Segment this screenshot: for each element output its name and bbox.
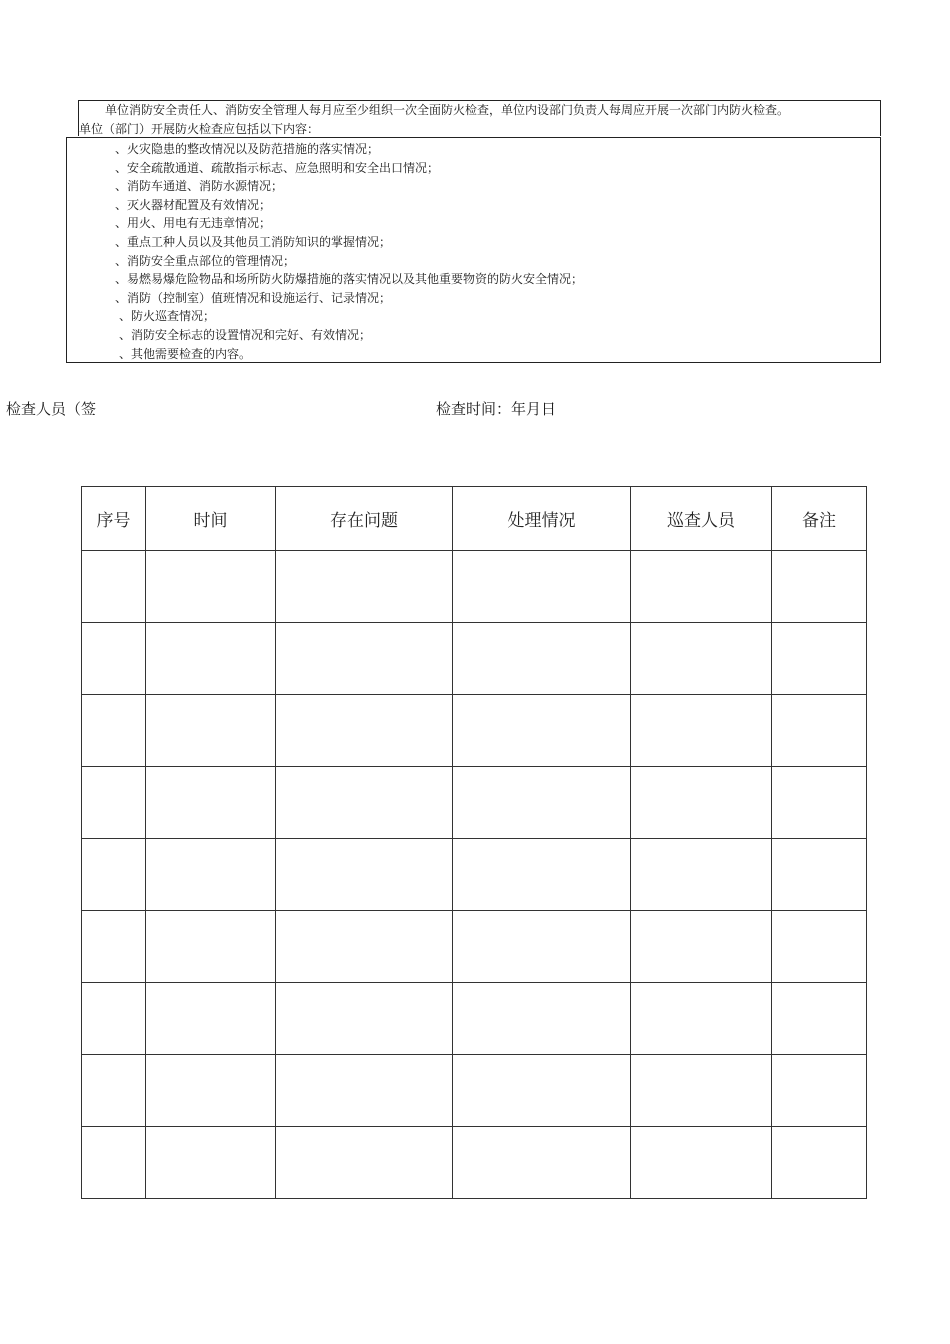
table-cell[interactable]	[146, 551, 276, 623]
table-row	[82, 911, 867, 983]
table-cell[interactable]	[453, 551, 631, 623]
intro-subheading: 单位（部门）开展防火检查应包括以下内容：	[79, 122, 320, 136]
table-header-row	[82, 487, 867, 551]
table-cell[interactable]	[772, 911, 867, 983]
table-body	[82, 551, 867, 1199]
table-cell[interactable]	[82, 983, 146, 1055]
table-cell[interactable]	[453, 911, 631, 983]
table-cell[interactable]	[631, 623, 772, 695]
column-header-handling: 处理情况	[453, 487, 631, 551]
inspection-items-box	[66, 137, 881, 363]
table-cell[interactable]	[82, 767, 146, 839]
table-row	[82, 1055, 867, 1127]
inspection-item: 、火灾隐患的整改情况以及防范措施的落实情况；	[115, 142, 380, 156]
table-cell[interactable]	[772, 839, 867, 911]
inspection-item: 、重点工种人员以及其他员工消防知识的掌握情况；	[115, 234, 392, 249]
table-cell[interactable]	[276, 695, 453, 767]
table-cell[interactable]	[276, 623, 453, 695]
table-row	[82, 983, 867, 1055]
inspection-item: 、消防安全标志的设置情况和完好、有效情况；	[119, 327, 372, 342]
table-cell[interactable]	[146, 623, 276, 695]
table-cell[interactable]	[631, 1055, 772, 1127]
table-cell[interactable]	[772, 767, 867, 839]
inspection-record-table	[81, 486, 867, 1199]
table-cell[interactable]	[146, 839, 276, 911]
table-cell[interactable]	[276, 983, 453, 1055]
inspection-item: 、易燃易爆危险物品和场所防火防爆措施的落实情况以及其他重要物资的防火安全情况；	[115, 272, 584, 287]
table-cell[interactable]	[772, 1055, 867, 1127]
inspection-items-list	[115, 140, 583, 363]
inspection-item: 、安全疏散通道、疏散指示标志、应急照明和安全出口情况；	[115, 160, 440, 175]
table-cell[interactable]	[146, 767, 276, 839]
column-header-number: 序号	[82, 487, 146, 551]
check-time-label: 检查时间：年月日	[436, 400, 557, 418]
table-row	[82, 767, 867, 839]
table-cell[interactable]	[631, 1127, 772, 1199]
table-cell[interactable]	[82, 551, 146, 623]
table-cell[interactable]	[82, 839, 146, 911]
table-cell[interactable]	[772, 1127, 867, 1199]
table-row	[82, 695, 867, 767]
column-header-remarks: 备注	[772, 487, 867, 551]
table-cell[interactable]	[276, 551, 453, 623]
table-row	[82, 551, 867, 623]
table-row	[82, 1127, 867, 1199]
table-row	[82, 839, 867, 911]
table-cell[interactable]	[453, 839, 631, 911]
table-cell[interactable]	[631, 911, 772, 983]
table-cell[interactable]	[631, 551, 772, 623]
table-cell[interactable]	[453, 1127, 631, 1199]
table-cell[interactable]	[276, 1055, 453, 1127]
table-cell[interactable]	[146, 911, 276, 983]
table-cell[interactable]	[82, 911, 146, 983]
inspection-item: 、防火巡查情况；	[119, 309, 216, 324]
table-cell[interactable]	[82, 695, 146, 767]
table-cell[interactable]	[453, 767, 631, 839]
inspection-item: 、消防（控制室）值班情况和设施运行、记录情况；	[115, 290, 392, 305]
column-header-inspector: 巡查人员	[631, 487, 772, 551]
inspection-item: 、消防安全重点部位的管理情况；	[115, 253, 296, 268]
table-row	[82, 623, 867, 695]
table-cell[interactable]	[276, 911, 453, 983]
table-cell[interactable]	[276, 1127, 453, 1199]
table-cell[interactable]	[146, 1127, 276, 1199]
table-cell[interactable]	[146, 695, 276, 767]
table-cell[interactable]	[631, 695, 772, 767]
table-cell[interactable]	[82, 623, 146, 695]
inspector-signature-label: 检查人员（签	[6, 400, 97, 418]
table-cell[interactable]	[276, 767, 453, 839]
table-cell[interactable]	[772, 695, 867, 767]
inspection-item: 、消防车通道、消防水源情况；	[115, 179, 284, 194]
table-cell[interactable]	[146, 1055, 276, 1127]
intro-paragraph: 单位消防安全责任人、消防安全管理人每月应至少组织一次全面防火检查，单位内设部门负责人每周应开展一次部门内防火检查。	[105, 103, 790, 117]
intro-box	[78, 100, 881, 136]
table-cell[interactable]	[631, 983, 772, 1055]
inspection-item: 、灭火器材配置及有效情况；	[115, 197, 272, 212]
table-cell[interactable]	[772, 983, 867, 1055]
table-cell[interactable]	[631, 767, 772, 839]
table-cell[interactable]	[631, 839, 772, 911]
column-header-time: 时间	[146, 487, 276, 551]
table-cell[interactable]	[146, 983, 276, 1055]
inspection-item: 、其他需要检查的内容。	[119, 346, 252, 361]
table-cell[interactable]	[772, 551, 867, 623]
table-cell[interactable]	[453, 623, 631, 695]
table-cell[interactable]	[772, 623, 867, 695]
table-cell[interactable]	[82, 1055, 146, 1127]
table-cell[interactable]	[453, 1055, 631, 1127]
table-cell[interactable]	[453, 983, 631, 1055]
table-cell[interactable]	[82, 1127, 146, 1199]
table-cell[interactable]	[453, 695, 631, 767]
table-cell[interactable]	[276, 839, 453, 911]
column-header-issues: 存在问题	[276, 487, 453, 551]
inspection-item: 、用火、用电有无违章情况；	[115, 216, 272, 231]
